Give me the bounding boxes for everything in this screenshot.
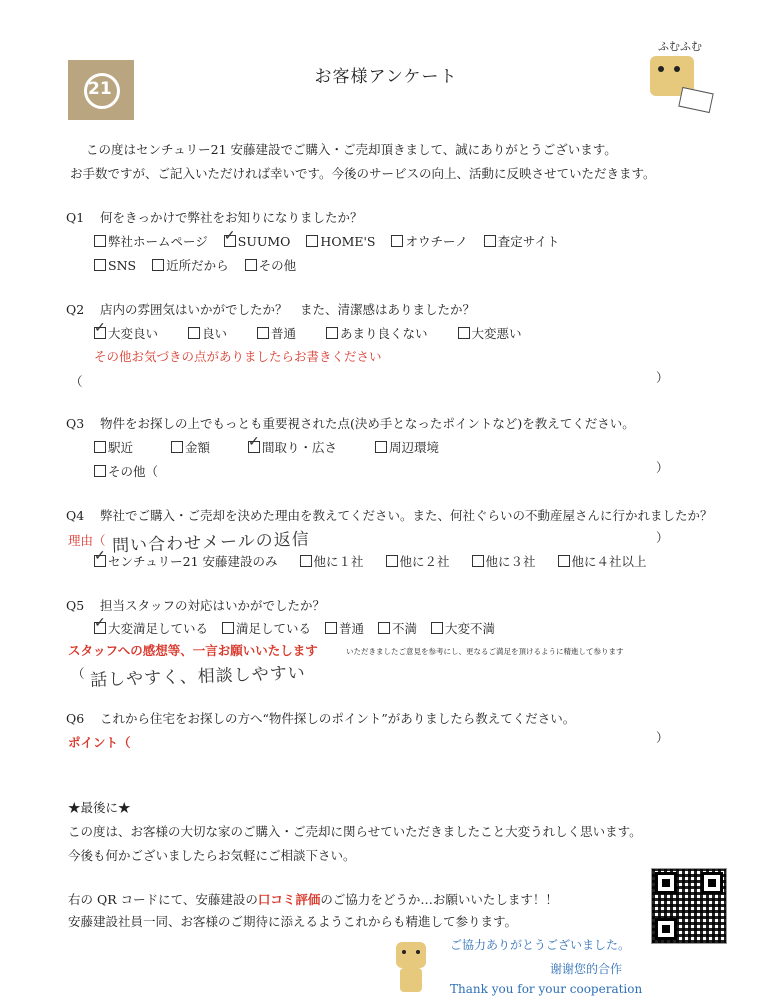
checkbox-icon <box>325 622 337 634</box>
q6-label: ポイント（ <box>68 735 131 750</box>
q5-comment-handwritten[interactable]: 話しやすく、相談しやすい <box>89 663 307 691</box>
q3-text: 物件をお探しの上でもっとも重要視された点(決め手となったポイントなど)を教えてください。 <box>100 416 635 431</box>
q5-text: 担当スタッフの対応はいかがでしたか？ <box>100 598 326 613</box>
checkbox-icon <box>458 327 470 339</box>
q5-note: スタッフへの感想等、一言お願いいたします <box>68 643 318 658</box>
qr-request-line <box>68 892 558 908</box>
checkbox-checked-icon <box>224 235 236 247</box>
checkbox-icon <box>94 259 106 271</box>
q5-question <box>66 598 325 614</box>
q2-option-normal[interactable]: 普通 <box>257 326 296 342</box>
intro-line-2: お手数ですが、ご記入いただければ幸いです。今後のサービスの向上、活動に反映させていただきます。 <box>70 166 656 181</box>
logo-text: 21 <box>88 79 112 99</box>
q3-question <box>66 416 635 432</box>
qr-finder-icon <box>655 872 677 894</box>
mascot-bowing-icon <box>392 938 432 994</box>
q1-text: 何をきっかけで弊社をお知りになりましたか？ <box>100 210 363 225</box>
qr-request-emphasis: 口コミ評価 <box>257 892 321 907</box>
q2-question <box>66 302 475 318</box>
q1-option-other[interactable]: その他 <box>245 258 297 274</box>
q1-options-row-2 <box>94 258 308 274</box>
mascot-reading-icon <box>640 38 716 112</box>
q4-number: Q4 <box>66 508 85 523</box>
checkbox-icon <box>391 235 403 247</box>
q2-option-very-bad[interactable]: 大変悪い <box>458 326 522 342</box>
checkbox-checked-icon <box>94 555 106 567</box>
q2-paren-right: ） <box>656 370 669 385</box>
q5-option-satisfied[interactable]: 満足している <box>222 621 311 637</box>
q3-option-other[interactable]: その他（ <box>94 464 158 480</box>
q1-number: Q1 <box>66 210 85 225</box>
q3-option-surroundings[interactable]: 周辺環境 <box>375 440 439 456</box>
checkbox-icon <box>257 327 269 339</box>
q4-question <box>66 508 713 524</box>
q3-option-layout[interactable]: ✓ 間取り・広さ <box>248 440 337 456</box>
checkbox-icon <box>94 441 106 453</box>
q4-reason-label: 理由（ <box>68 533 106 548</box>
q4-option-2-others[interactable]: 他に２社 <box>386 554 450 570</box>
page-title: お客様アンケート <box>314 67 458 87</box>
q2-option-very-good[interactable]: ✓大変良い <box>94 326 158 342</box>
thanks-japanese: ご協力ありがとうございました。 <box>450 938 631 952</box>
qr-request-pre: 右の QR コードにて、安藤建設の <box>68 892 258 907</box>
q4-option-4-plus[interactable]: 他に４社以上 <box>558 554 647 570</box>
thanks-english: Thank you for your cooperation <box>450 982 643 996</box>
checkbox-icon <box>472 555 484 567</box>
q1-option-appraisal-site[interactable]: 査定サイト <box>484 234 560 250</box>
q1-question <box>66 210 363 226</box>
checkbox-checked-icon <box>248 441 260 453</box>
intro-line-1: この度はセンチュリー21 安藤建設でご購入・ご売却頂きまして、誠にありがとうございます。 <box>86 142 617 157</box>
checkbox-icon <box>484 235 496 247</box>
checkbox-icon <box>171 441 183 453</box>
q1-option-ouchino[interactable]: オウチーノ <box>391 234 467 250</box>
q5-paren-left: （ <box>72 666 85 681</box>
q5-options <box>94 621 507 637</box>
q1-option-homes[interactable]: HOME'S <box>306 234 375 250</box>
checkbox-icon <box>306 235 318 247</box>
q2-note: その他お気づきの点がありましたらお書きください <box>94 349 382 364</box>
qr-finder-icon <box>655 918 677 940</box>
q3-option-price[interactable]: 金額 <box>171 440 210 456</box>
closing-final-line: 安藤建設社員一同、お客様のご期待に添えるようこれからも精進して参ります。 <box>68 914 518 929</box>
checkbox-icon <box>386 555 398 567</box>
checkbox-icon <box>94 235 106 247</box>
q6-question <box>66 711 575 727</box>
checkbox-icon <box>188 327 200 339</box>
q3-number: Q3 <box>66 416 85 431</box>
q4-option-1-other[interactable]: 他に１社 <box>300 554 364 570</box>
q5-number: Q5 <box>66 598 85 613</box>
q2-option-good[interactable]: 良い <box>188 326 227 342</box>
corner-caption: ふむふむ <box>658 40 702 53</box>
thanks-chinese: 谢谢您的合作 <box>550 962 623 976</box>
checkbox-icon <box>431 622 443 634</box>
q1-option-sns[interactable]: SNS <box>94 258 136 274</box>
q2-number: Q2 <box>66 302 85 317</box>
checkbox-icon <box>326 327 338 339</box>
q4-option-3-others[interactable]: 他に３社 <box>472 554 536 570</box>
q6-text: これから住宅をお探しの方へ“物件探しのポイント”がありましたら教えてください。 <box>100 711 576 726</box>
checkbox-icon <box>222 622 234 634</box>
qr-finder-icon <box>701 872 723 894</box>
checkbox-checked-icon <box>94 622 106 634</box>
q6-paren-right: ） <box>656 730 669 745</box>
q2-paren-left: （ <box>70 374 83 389</box>
q1-option-suumo[interactable]: ✓ SUUMO <box>224 234 291 250</box>
q2-option-not-good[interactable]: あまり良くない <box>326 326 428 342</box>
q3-paren-right: ） <box>656 460 669 475</box>
closing-heading: ★最後に★ <box>68 800 131 815</box>
q1-option-nearby[interactable]: 近所だから <box>152 258 229 274</box>
checkbox-icon <box>300 555 312 567</box>
checkbox-icon <box>558 555 570 567</box>
q5-option-very-dissatisfied[interactable]: 大変不満 <box>431 621 495 637</box>
checkbox-icon <box>152 259 164 271</box>
q4-text: 弊社でご購入・ご売却を決めた理由を教えてください。また、何社ぐらいの不動産屋さんに行かれましたか？ <box>100 508 713 523</box>
checkbox-icon <box>94 465 106 477</box>
checkbox-icon <box>245 259 257 271</box>
closing-line-1: この度は、お客様の大切な家のご購入・ご売却に関らせていただきましたこと大変うれしく思います。 <box>68 824 642 839</box>
q4-option-only-ando[interactable]: ✓センチュリー21 安藤建設のみ <box>94 554 278 570</box>
q2-comment-field[interactable] <box>90 374 650 390</box>
q2-text: 店内の雰囲気はいかがでしたか？ また、清潔感はありましたか？ <box>100 302 476 317</box>
q6-number: Q6 <box>66 711 85 726</box>
qr-request-post: のご協力をどうか…お願いいたします！！ <box>320 892 558 907</box>
closing-line-2: 今後も何かございましたらお気軽にご相談下さい。 <box>68 848 356 863</box>
q3-option-station[interactable]: 駅近 <box>94 440 133 456</box>
q3-options <box>94 440 451 456</box>
q4-paren-right: ） <box>656 530 669 545</box>
q5-option-normal[interactable]: 普通 <box>325 621 364 637</box>
checkbox-checked-icon <box>94 327 106 339</box>
q2-options <box>94 326 534 342</box>
q4-options <box>94 554 647 570</box>
q4-reason-handwritten[interactable]: 問い合わせメールの返信 <box>111 529 311 557</box>
qr-code[interactable] <box>651 868 727 944</box>
checkbox-icon <box>378 622 390 634</box>
checkbox-icon <box>375 441 387 453</box>
q5-option-very-satisfied[interactable]: ✓大変満足している <box>94 621 208 637</box>
q5-note-small: いただきましたご意見を参考にし、更なるご満足を頂けるように精進して参ります <box>346 647 624 656</box>
q5-option-dissatisfied[interactable]: 不満 <box>378 621 417 637</box>
q1-options-row-1 <box>94 234 571 250</box>
q1-option-homepage[interactable]: 弊社ホームページ <box>94 234 208 250</box>
